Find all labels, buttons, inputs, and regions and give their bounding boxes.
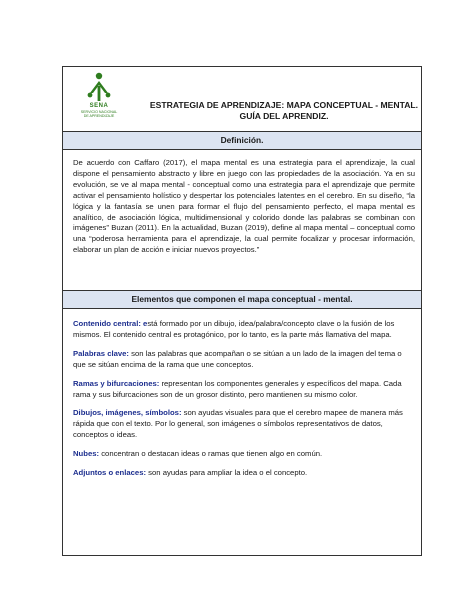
sena-logo <box>71 71 127 129</box>
item-description: son ayudas visuales para que el cerebro mapee de manera más rápida que con el texto. Por lo general, son imágenes o símbolos representativos de datos, conceptos o ideas. <box>73 408 403 440</box>
item-description: representan los componentes generales y específicos del mapa. Cada rama y sus bifurcaciones son de un grosor distinto, pero mantienen su mismo color. <box>73 378 402 399</box>
title-line-1: ESTRATEGIA DE APRENDIZAJE: MAPA CONCEPTUAL - MENTAL. <box>149 100 419 110</box>
list-item <box>73 449 413 460</box>
item-term: Palabras clave: <box>73 348 129 358</box>
definition-text: De acuerdo con Caffaro (2017), el mapa mental es una estrategia para el aprendizaje, la cual dispone el pensamiento abstracto y libre en juego con las propiedades de la asociación. Ya en su evolución, se ve al mapa mental - conceptual como una estrategia para el aprendizaje que permite activar el pensamiento holístico y despertar los potenciales latentes en el cerebro. En su diseño, “la lógica y la fantasía se unen para formar el flujo del pensamiento perfecto, el mapa mental es analítico, de asociación lógica, multidimensional y colorido donde las palabras se combinan con imágenes” Buzan (2011). En la actualidad, Buzan (2019), define al mapa mental – conceptual como una “poderosa herramienta para el aprendizaje, la cual permite focalizar y procesar información, elaborar un plan de acción e iniciar nuevos proyectos.” <box>73 158 415 255</box>
list-item <box>73 468 413 479</box>
elements-list <box>63 309 421 479</box>
logo-subtitle-2: DE APRENDIZAJE <box>83 114 115 118</box>
item-term: Adjuntos o enlaces: <box>73 468 147 478</box>
item-term: Dibujos, imágenes, símbolos: <box>73 408 182 418</box>
list-item <box>73 319 413 341</box>
document-title <box>149 100 419 122</box>
item-description: son ayudas para ampliar la idea o el concepto. <box>146 468 308 478</box>
document-header <box>63 67 421 132</box>
item-description: son las palabras que acompañan o se sitúan a un lado de la imagen del tema o que se sitúan encima de la rama que une conceptos. <box>73 348 402 369</box>
elements-heading: Elementos que componen el mapa conceptual - mental. <box>63 290 421 309</box>
logo-subtitle-1: SERVICIO NACIONAL <box>80 110 118 114</box>
sena-logo-icon <box>84 71 114 103</box>
item-term: Nubes: <box>73 449 100 459</box>
item-description: stá formado por un dibujo, idea/palabra/concepto clave o la fusión de los mismos. El contenido central es protagónico, por lo tanto, es la parte más llamativa del mapa. <box>73 319 395 339</box>
definition-heading: Definición. <box>63 132 421 150</box>
item-description: concentran o destacan ideas o ramas que tienen algo en común. <box>99 449 323 459</box>
list-item <box>73 349 413 371</box>
logo-brand: SENA <box>89 103 109 109</box>
item-term: Ramas y bifurcaciones: <box>73 378 160 388</box>
document-frame <box>62 66 422 556</box>
title-line-2: GUÍA DEL APRENDIZ. <box>239 111 329 121</box>
item-term: Contenido central: e <box>73 319 148 328</box>
list-item <box>73 379 413 401</box>
list-item <box>73 408 413 441</box>
